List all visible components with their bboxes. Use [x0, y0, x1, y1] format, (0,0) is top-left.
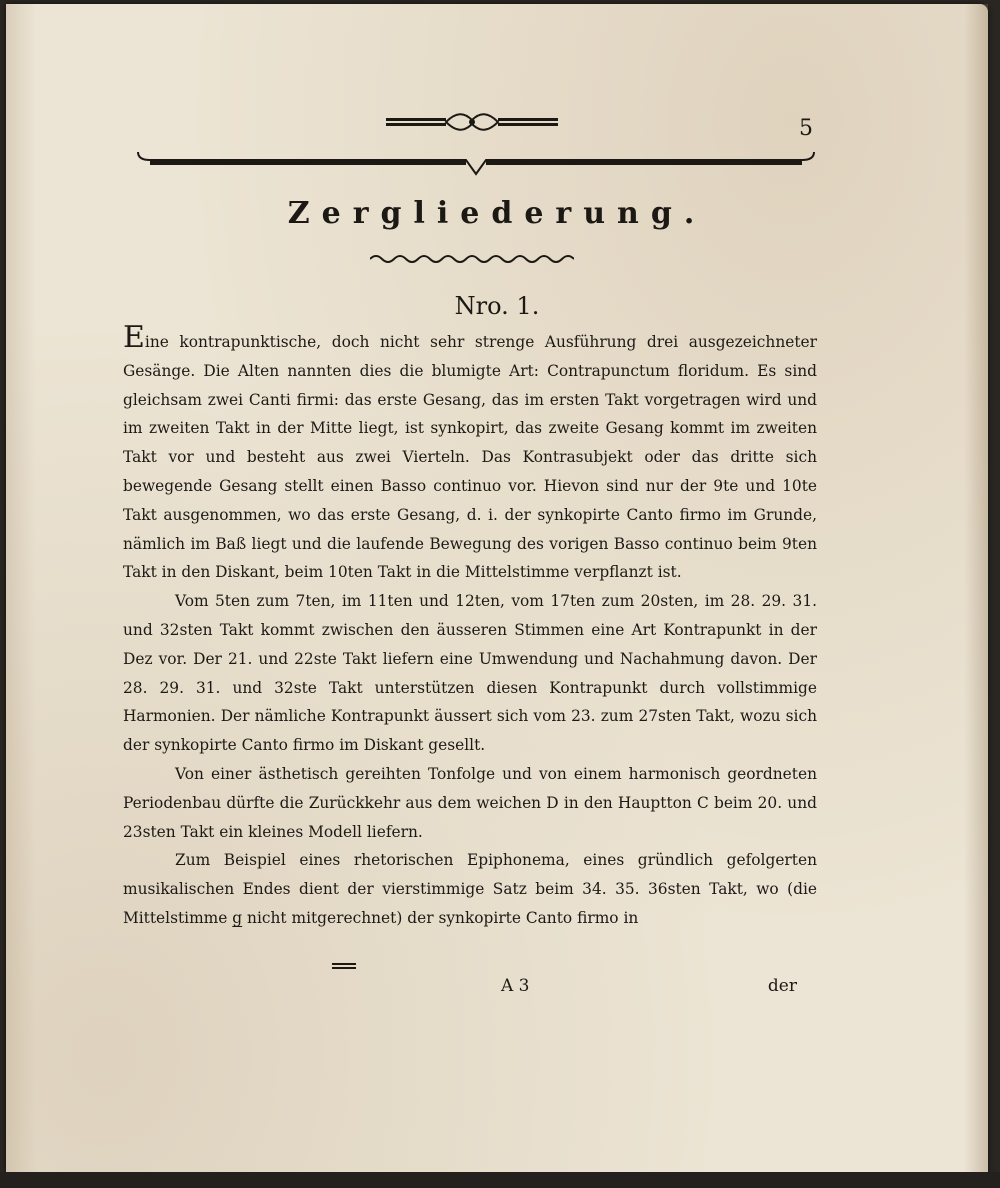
scan-background — [0, 1172, 1000, 1188]
paragraph-4 — [123, 846, 817, 932]
paragraph-4-start: Zum Beispiel eines rhetorischen Epiphonema, eines gründlich gefolgerten musikalischen Endes dient der vierstimmige Satz beim 34. 35. 36sten Takt, wo (die Mittelstimme — [123, 851, 817, 927]
page-number: 5 — [799, 116, 813, 141]
wave-divider-icon — [370, 252, 574, 266]
page-title: Zergliederung. — [287, 196, 707, 231]
underlined-note: g — [232, 908, 243, 927]
section-heading: Nro. 1. — [454, 292, 540, 320]
ornament-top-icon — [386, 110, 558, 134]
paragraph-3: Von einer ästhetisch gereihten Tonfolge und von einem harmonisch geordneten Periodenbau dürfte die Zurückkehr aus dem weichen D in den Hauptton C beim 20. und 23sten Takt ein kleines Modell liefern. — [123, 764, 817, 841]
catchword: der — [767, 976, 797, 996]
body-text — [123, 320, 817, 933]
paragraph-2: Vom 5ten zum 7ten, im 11ten und 12ten, vom 17ten zum 20sten, im 28. 29. 31. und 32sten Takt kommt zwischen den äusseren Stimmen eine Art Kontrapunkt in der Dez vor. Der 21. und 22ste Takt liefern eine Umwendung und Nachahmung davon. Der 28. 29. 31. und 32ste Takt unterstützen diesen Kontrapunkt durch vollstimmige Harmonien. Der nämliche Kontrapunkt äussert sich vom 23. zum 27sten Takt, wozu sich der synkopirte Canto firmo im Diskant gesellt. — [123, 592, 817, 755]
double-bar-mark-icon — [332, 962, 356, 970]
paragraph-1: Eine kontrapunktische, doch nicht sehr strenge Ausführung drei ausgezeichneter Gesänge. Die Alten nannten dies die blumigte Art: Contrapunctum floridum. Es sind gleichsam zwei Canti firmi: das erste Gesang, das im ersten Takt vorgetragen wird und im zweiten Takt in der Mitte liegt, ist synkopirt, das zweite Gesang kommt im zweiten Takt vor und besteht aus zwei Vierteln. Das Kontrasubjekt oder das dritte sich bewegende Gesang stellt einen Basso continuo vor. Hievon sind nur der 9te und 10te Takt ausgenommen, wo das erste Gesang, d. i. der synkopirte Canto firmo im Grunde, nämlich im Baß liegt und die laufende Bewegung des vorigen Basso continuo beim 9ten Takt in den Diskant, beim 10ten Takt in die Mittelstimme verpflanzt ist. — [123, 320, 817, 582]
page-footer — [123, 972, 817, 1002]
page-edge-shade — [964, 4, 988, 1172]
book-page — [6, 4, 988, 1172]
paragraph-4-end: nicht mitgerechnet) der synkopirte Canto firmo in — [242, 908, 639, 927]
ornament-rule-icon — [136, 146, 816, 178]
signature-mark: A 3 — [501, 976, 530, 996]
